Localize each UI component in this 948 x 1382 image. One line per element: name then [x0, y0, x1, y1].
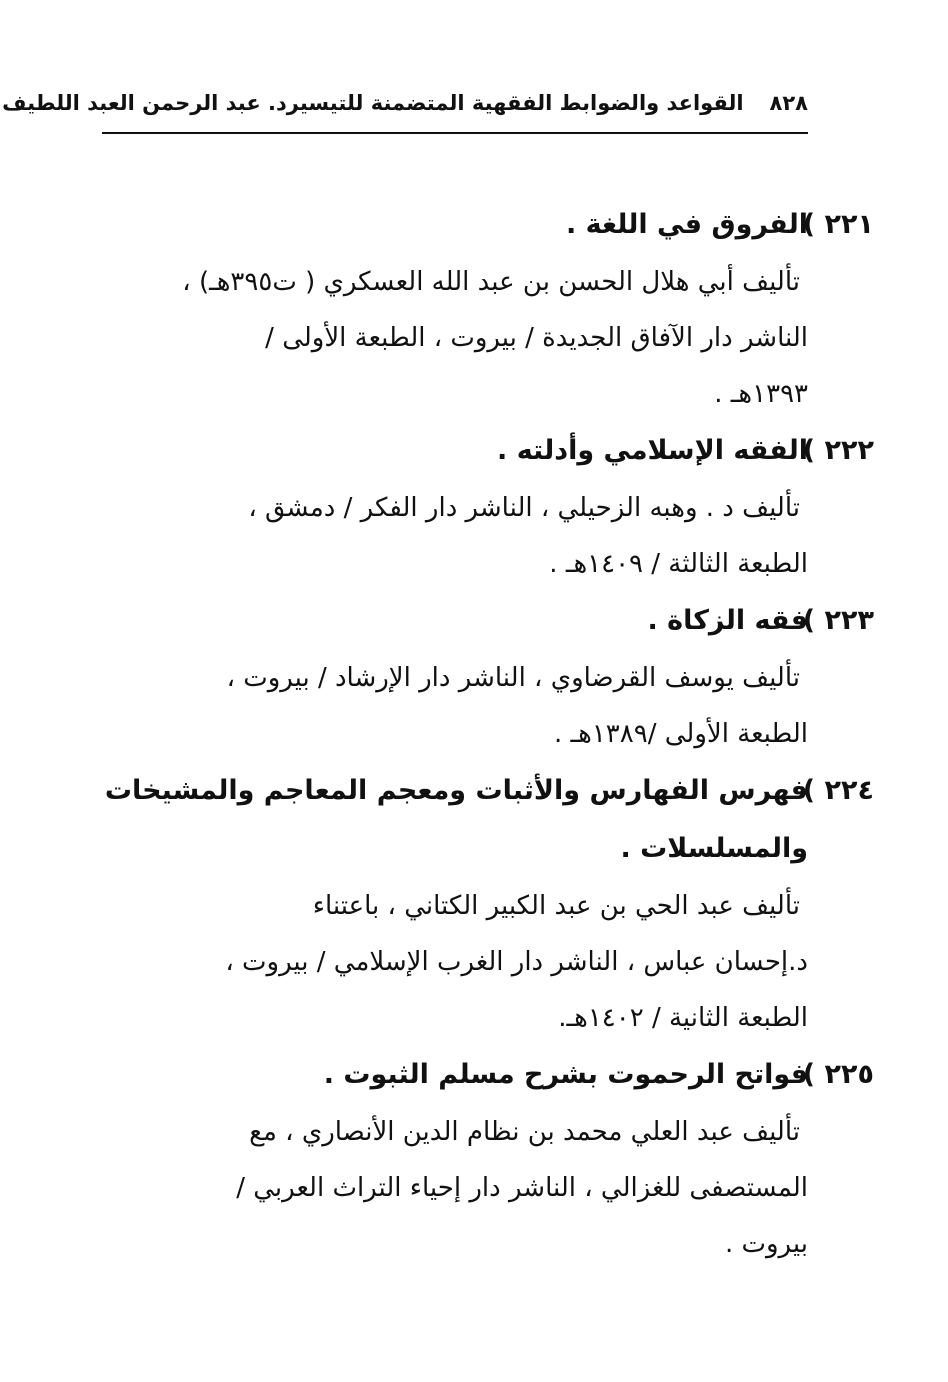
bibliography-entry [96, 1046, 874, 1272]
entry-detail-line: تأليف د . وهبه الزحيلي ، الناشر دار الفكر / دمشق ، [248, 493, 800, 523]
header-rule [102, 132, 808, 134]
entry-detail-line: بيروت . [725, 1229, 808, 1259]
bibliography-entry [96, 762, 874, 1046]
entry-title: الفقه الإسلامي وأدلته . [497, 435, 808, 466]
entry-number: ٢٢٤ ) [802, 775, 874, 806]
entry-details [96, 878, 808, 1046]
entry-details [96, 254, 808, 422]
entry-title: فقه الزكاة . [647, 605, 808, 636]
entry-details [96, 1104, 808, 1272]
entry-number: ٢٢٣ ) [802, 605, 874, 636]
entry-detail-line: تأليف عبد الحي بن عبد الكبير الكتاني ، باعتناء [312, 891, 800, 921]
entry-detail-line: الطبعة الأولى /١٣٨٩هـ . [553, 719, 808, 749]
page-number: ٨٢٨ [769, 91, 808, 115]
bibliography-entry [96, 592, 874, 762]
entry-detail-line: ١٣٩٣هـ . [714, 379, 808, 409]
entry-details [96, 650, 808, 762]
entry-title-row [96, 762, 874, 820]
entry-number: ٢٢١ ) [802, 209, 874, 240]
entry-title-row [96, 196, 874, 254]
entry-detail-line: الناشر دار الآفاق الجديدة / بيروت ، الطبعة الأولى / [265, 323, 808, 353]
author-name: د. عبد الرحمن العبد اللطيف [2, 91, 287, 115]
entry-detail-line: الطبعة الثانية / ١٤٠٢هـ. [558, 1003, 808, 1033]
entry-title-cont: والمسلسلات . [620, 833, 808, 864]
entry-title: فهرس الفهارس والأثبات ومعجم المعاجم والمشيخات [104, 775, 808, 806]
entry-detail-line: تأليف أبي هلال الحسن بن عبد الله العسكري ( ت٣٩٥هـ) ، [182, 267, 800, 297]
entry-detail-line: د.إحسان عباس ، الناشر دار الغرب الإسلامي / بيروت ، [225, 947, 808, 977]
bibliography-list [96, 196, 874, 1272]
entry-title-row [96, 1046, 874, 1104]
entry-title-continuation [96, 820, 808, 878]
entry-detail-line: الطبعة الثالثة / ١٤٠٩هـ . [549, 549, 808, 579]
entry-title: فواتح الرحموت بشرح مسلم الثبوت . [323, 1059, 808, 1090]
entry-detail-line: تأليف يوسف القرضاوي ، الناشر دار الإرشاد / بيروت ، [226, 663, 800, 693]
book-title: القواعد والضوابط الفقهية المتضمنة للتيسير [286, 91, 744, 115]
bibliography-entry [96, 422, 874, 592]
entry-detail-line: تأليف عبد العلي محمد بن نظام الدين الأنصاري ، مع [249, 1117, 800, 1147]
entry-number: ٢٢٥ ) [802, 1059, 874, 1090]
bibliography-entry [96, 196, 874, 422]
entry-title-row [96, 422, 874, 480]
entry-title: الفروق في اللغة . [565, 209, 808, 240]
entry-number: ٢٢٢ ) [802, 435, 874, 466]
running-header [2, 86, 808, 120]
entry-details [96, 480, 808, 592]
entry-detail-line: المستصفى للغزالي ، الناشر دار إحياء التراث العربي / [236, 1173, 808, 1203]
entry-title-row [96, 592, 874, 650]
